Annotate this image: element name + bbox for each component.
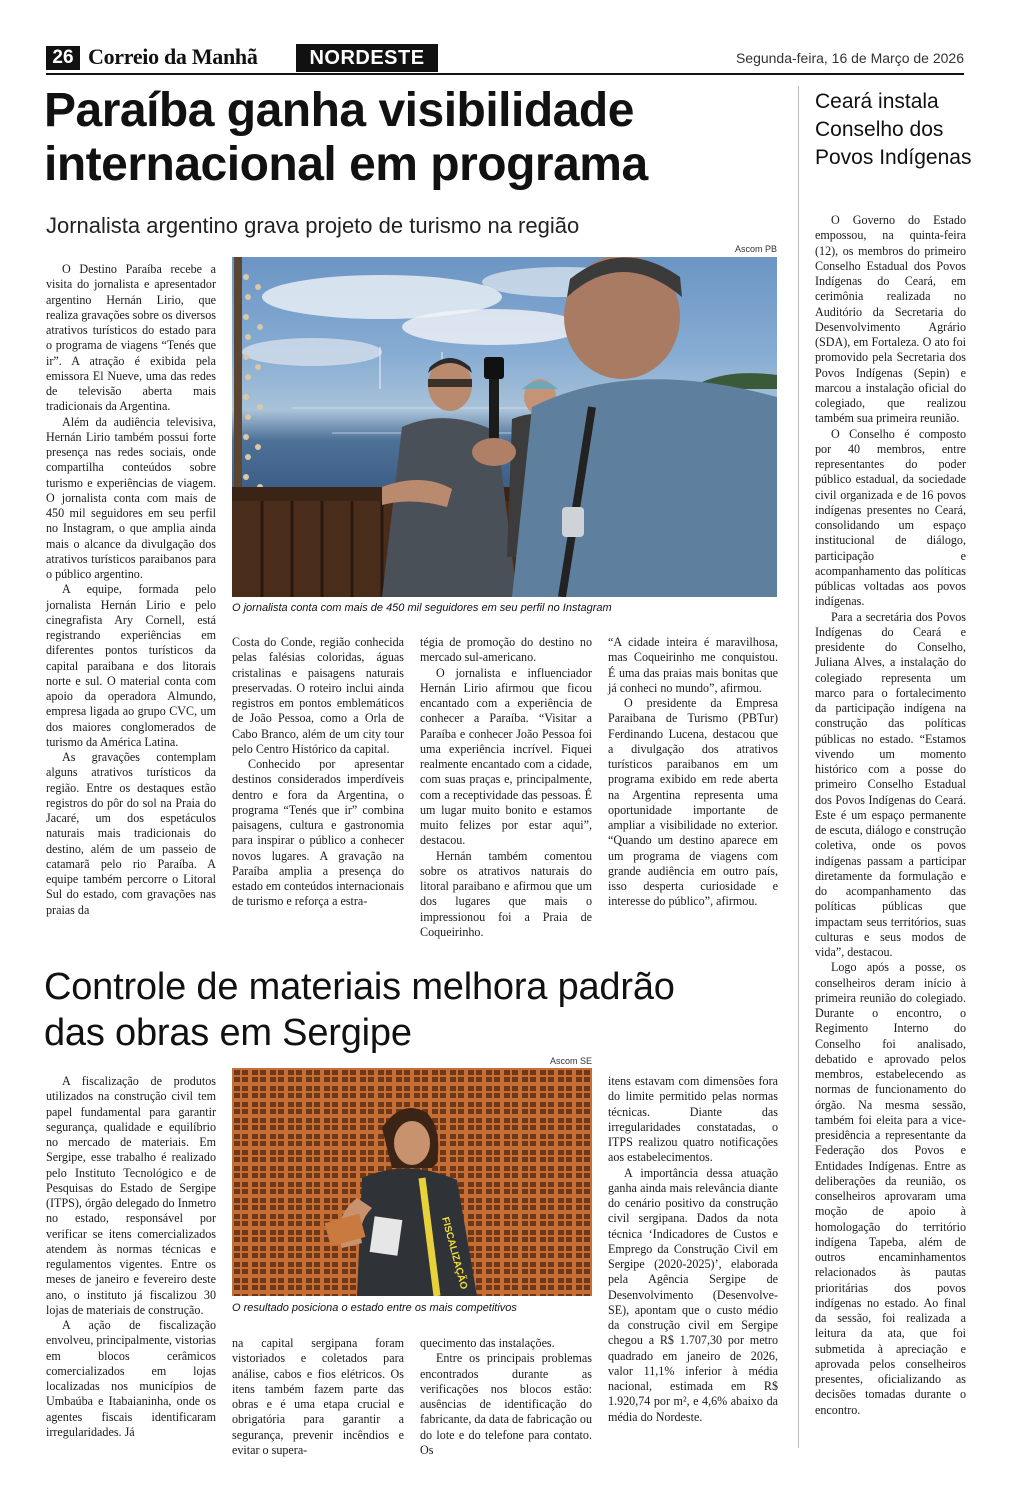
paragraph: A importância dessa atuação ganha ainda mais relevância diante do cenário positivo da construção civil sergipana. Dados da nota técnica ‘Indicadores de Custos e Emprego da Construção Civil em Sergipe (2020-2025)’, elaborada pela Agência Sergipe de Desenvolvimento (Desenvolve-SE), apontam que o custo médio da construção civil em Sergipe chegou a R$ 1.707,30 por metro quadrado em janeiro de 2026, valor 11,1% inferior à média nacional, estimada em R$ 1.920,74 por m², e 4,6% abaixo da média do Nordeste.: [608, 1165, 778, 1424]
article1-headline: Paraíba ganha visibilidade internacional em programa: [44, 84, 648, 191]
article1-photo-credit: Ascom PB: [734, 244, 777, 254]
paragraph: A ação de fiscalização envolveu, principalmente, vistorias em blocos cerâmicos comercializados em lojas localizadas nos municípios de Umbaúba e Itabaianinha, onde os agentes fiscais identificaram irregularidades. Já: [46, 1318, 216, 1439]
paragraph: Hernán também comentou sobre os atrativos naturais do litoral paraibano e afirmou que um dos lugares que mais o impressionou foi a Praia de Coqueirinho.: [420, 848, 592, 939]
paragraph: Além da audiência televisiva, Hernán Lirio também possui forte presença nas redes sociais, onde compartilha conteúdos sobre turismo e experiências de viagem. O jornalista conta com mais de 450 mil seguidores em seu perfil no Instagram, o que amplia ainda mais o alcance da divulgação dos atrativos turísticos paraibanos para o público argentino.: [46, 414, 216, 581]
photo-journalist-on-boat: [232, 257, 777, 597]
article2-photo-credit: Ascom SE: [549, 1056, 592, 1066]
article1-column-1: [46, 262, 216, 918]
paragraph: tégia de promoção do destino no mercado sul-americano.: [420, 635, 592, 665]
paragraph: “A cidade inteira é maravilhosa, mas Coqueirinho me conquistou. É uma das praias mais bonitas que já conheci no mundo”, afirmou.: [608, 635, 778, 695]
photo-inspector-bricks: [232, 1068, 592, 1296]
paragraph: Para a secretária dos Povos Indígenas do Ceará e presidente do Conselho, Juliana Alves, a instalação do colegiado representa um marco para o fortalecimento da participação indígena na construção das políticas públicas no estado. “Estamos vivendo um momento histórico com a posse do primeiro Conselho Estadual dos Povos Indígenas do Ceará. Este é um espaço permanente de escuta, diálogo e construção coletiva, onde os povos indígenas passam a participar diretamente da formulação e do acompanhamento das políticas públicas que impactam seus territórios, suas culturas e seus modos de vida”, destacou.: [815, 609, 966, 959]
article1-subheadline: Jornalista argentino grava projeto de turismo na região: [46, 213, 580, 238]
paragraph: Entre os principais problemas encontrados durante as verificações nos blocos estão: ausências de identificação do fabricante, da data de fabricação ou do lote e do telefone para contato. Os: [420, 1351, 592, 1457]
paragraph: O Destino Paraíba recebe a visita do jornalista e apresentador argentino Hernán Lirio, que realiza gravações sobre os diversos atrativos turísticos do estado para o programa de viagens “Tenés que ir”. A atração é exibida pela emissora El Nueve, uma das redes de televisão aberta mais tradicionais da Argentina.: [46, 262, 216, 414]
article2-column-1: [46, 1074, 216, 1440]
paragraph: O Conselho é composto por 40 membros, entre representantes do poder público estadual, da sociedade civil organizada e de 16 povos indígenas presentes no Ceará, consolidando um espaço institucional de diálogo, participação e acompanhamento das políticas públicas voltadas aos povos indígenas.: [815, 426, 966, 609]
section-label: NORDESTE: [296, 44, 438, 72]
article2-column-3: [420, 1336, 592, 1458]
paragraph: quecimento das instalações.: [420, 1336, 555, 1350]
masthead-logo: Correio da Manhã: [88, 44, 258, 69]
article1-photo: [232, 257, 777, 597]
page-number: 26: [46, 46, 80, 70]
vest-lettering: FISCALIZAÇÃO: [439, 1215, 469, 1291]
sidebar-headline: Ceará instala Conselho dos Povos Indígenas: [815, 90, 972, 169]
paragraph: Costa do Conde, região conhecida pelas falésias coloridas, águas cristalinas e paisagens naturais preservadas. O roteiro inclui ainda registros em pontos emblemáticos de João Pessoa, como a Orla de Cabo Branco, além de um city tour pelo Centro Histórico da capital.: [232, 635, 404, 756]
header-rule: [46, 73, 964, 75]
sidebar-column: [815, 213, 966, 1418]
paragraph: Logo após a posse, os conselheiros deram início à primeira reunião do colegiado. Durante o encontro, o Regimento Interno do Conselho foi analisado, debatido e aprovado pelos membros, estabelecendo as normas de funcionamento do órgão. Na mesma sessão, também foi eleita para a vice-presidência a representante da Federação dos Povos e Entidades Indígenas. Entre as deliberações da reunião, os conselheiros aprovaram uma moção de apoio à homologação do território indígena Tapeba, além de outros encaminhamentos relacionados às pautas prioritárias dos povos indígenas no estado. Ao final da sessão, foi realizada a leitura da ata, que foi submetida à apreciação e aprovada pelos conselheiros presentes, oficializando as decisões tomadas durante o encontro.: [815, 960, 966, 1417]
paragraph: itens estavam com dimensões fora do limite permitido pelas normas técnicas. Diante das irregularidades constatadas, o ITPS realizou quatro notificações aos estabelecimentos.: [608, 1074, 778, 1165]
paragraph: O presidente da Empresa Paraibana de Turismo (PBTur) Ferdinando Lucena, destacou que a divulgação dos atrativos turísticos paraibanos em um programa exibido em rede aberta na Argentina representa uma oportunidade importante de ampliar a visibilidade no exterior. “Quando um destino aparece em um programa de viagens com grande audiência em outro país, isso desperta curiosidade e interesse do público”, afirmou.: [608, 696, 778, 909]
paragraph: Conhecido por apresentar destinos considerados imperdíveis dentro e fora da Argentina, o programa “Tenés que ir” combina paisagens, cultura e gastronomia para inspirar o público a conhecer novos lugares. A gravação na Paraíba amplia a presença do estado em conteúdos internacionais de turismo e reforça a estra-: [232, 757, 404, 909]
sidebar-divider: [798, 86, 799, 1448]
article2-photo-caption: O resultado posiciona o estado entre os mais competitivos: [232, 1302, 517, 1314]
paragraph: na capital sergipana foram vistoriados e coletados para análise, cabos e fios elétricos. Os itens também fazem parte das obras e é uma etapa crucial e obrigatória para garantir a segurança, prevenir incêndios e evitar o supera-: [232, 1336, 404, 1457]
article2-column-2: [232, 1336, 404, 1458]
paragraph: A equipe, formada pelo jornalista Hernán Lirio e pelo cinegrafista Ary Cornell, está registrando experiências em diferentes pontos turísticos da capital paraibana e dos litorais norte e sul. O material conta com apoio da operadora Almundo, empresa ligada ao grupo CVC, um dos maiores conglomerados de turismo da América Latina.: [46, 582, 216, 749]
article2-headline: Controle de materiais melhora padrão das obras em Sergipe: [44, 966, 675, 1054]
article1-photo-caption: O jornalista conta com mais de 450 mil seguidores em seu perfil no Instagram: [232, 602, 612, 614]
paragraph: As gravações contemplam alguns atrativos turísticos da região. Entre os destaques estão registros do pôr do sol na Praia do Jacaré, um dos espetáculos naturais mais tradicionais do destino, além de um passeio de catamarã pelo rio Paraíba. A equipe também percorre o Litoral Sul do estado, com gravações nas praias da: [46, 750, 216, 917]
article2-column-4: [608, 1074, 778, 1425]
article1-column-2: [232, 635, 404, 910]
article1-column-4: [608, 635, 778, 910]
paragraph: O jornalista e influenciador Hernán Lirio afirmou que ficou encantado com a experiência de conhecer a Paraíba. “Visitar a Paraíba e conhecer João Pessoa foi uma experiência incrível. Fiquei realmente encantado com a cidade, com suas praças e, principalmente, com a receptividade das pessoas. É um lugar muito bonito e estamos muito felizes por estar aqui”, destacou.: [420, 665, 592, 848]
paragraph: O Governo do Estado empossou, na quinta-feira (12), os membros do primeiro Conselho Estadual dos Povos Indígenas do Ceará, em cerimônia realizada no Auditório da Secretaria do Desenvolvimento Agrário (SDA), em Fortaleza. O ato foi promovido pela Secretaria dos Povos Indígenas (Sepin) e marcou a instalação oficial do colegiado, que realizou também sua primeira reunião.: [815, 213, 966, 426]
paragraph: A fiscalização de produtos utilizados na construção civil tem papel fundamental para garantir segurança, qualidade e equilíbrio no mercado de materiais. Em Sergipe, esse trabalho é realizado pelo Instituto Tecnológico e de Pesquisas do Estado de Sergipe (ITPS), órgão delegado do Inmetro no estado, responsável por verificar se itens comercializados atendem às normas técnicas e regulamentos vigentes. Entre os meses de janeiro e fevereiro deste ano, o instituto já fiscalizou 30 lojas de materiais de construção.: [46, 1074, 216, 1317]
issue-date: Segunda-feira, 16 de Março de 2026: [735, 50, 964, 66]
article1-column-3: [420, 635, 592, 940]
article2-photo: [232, 1068, 592, 1296]
